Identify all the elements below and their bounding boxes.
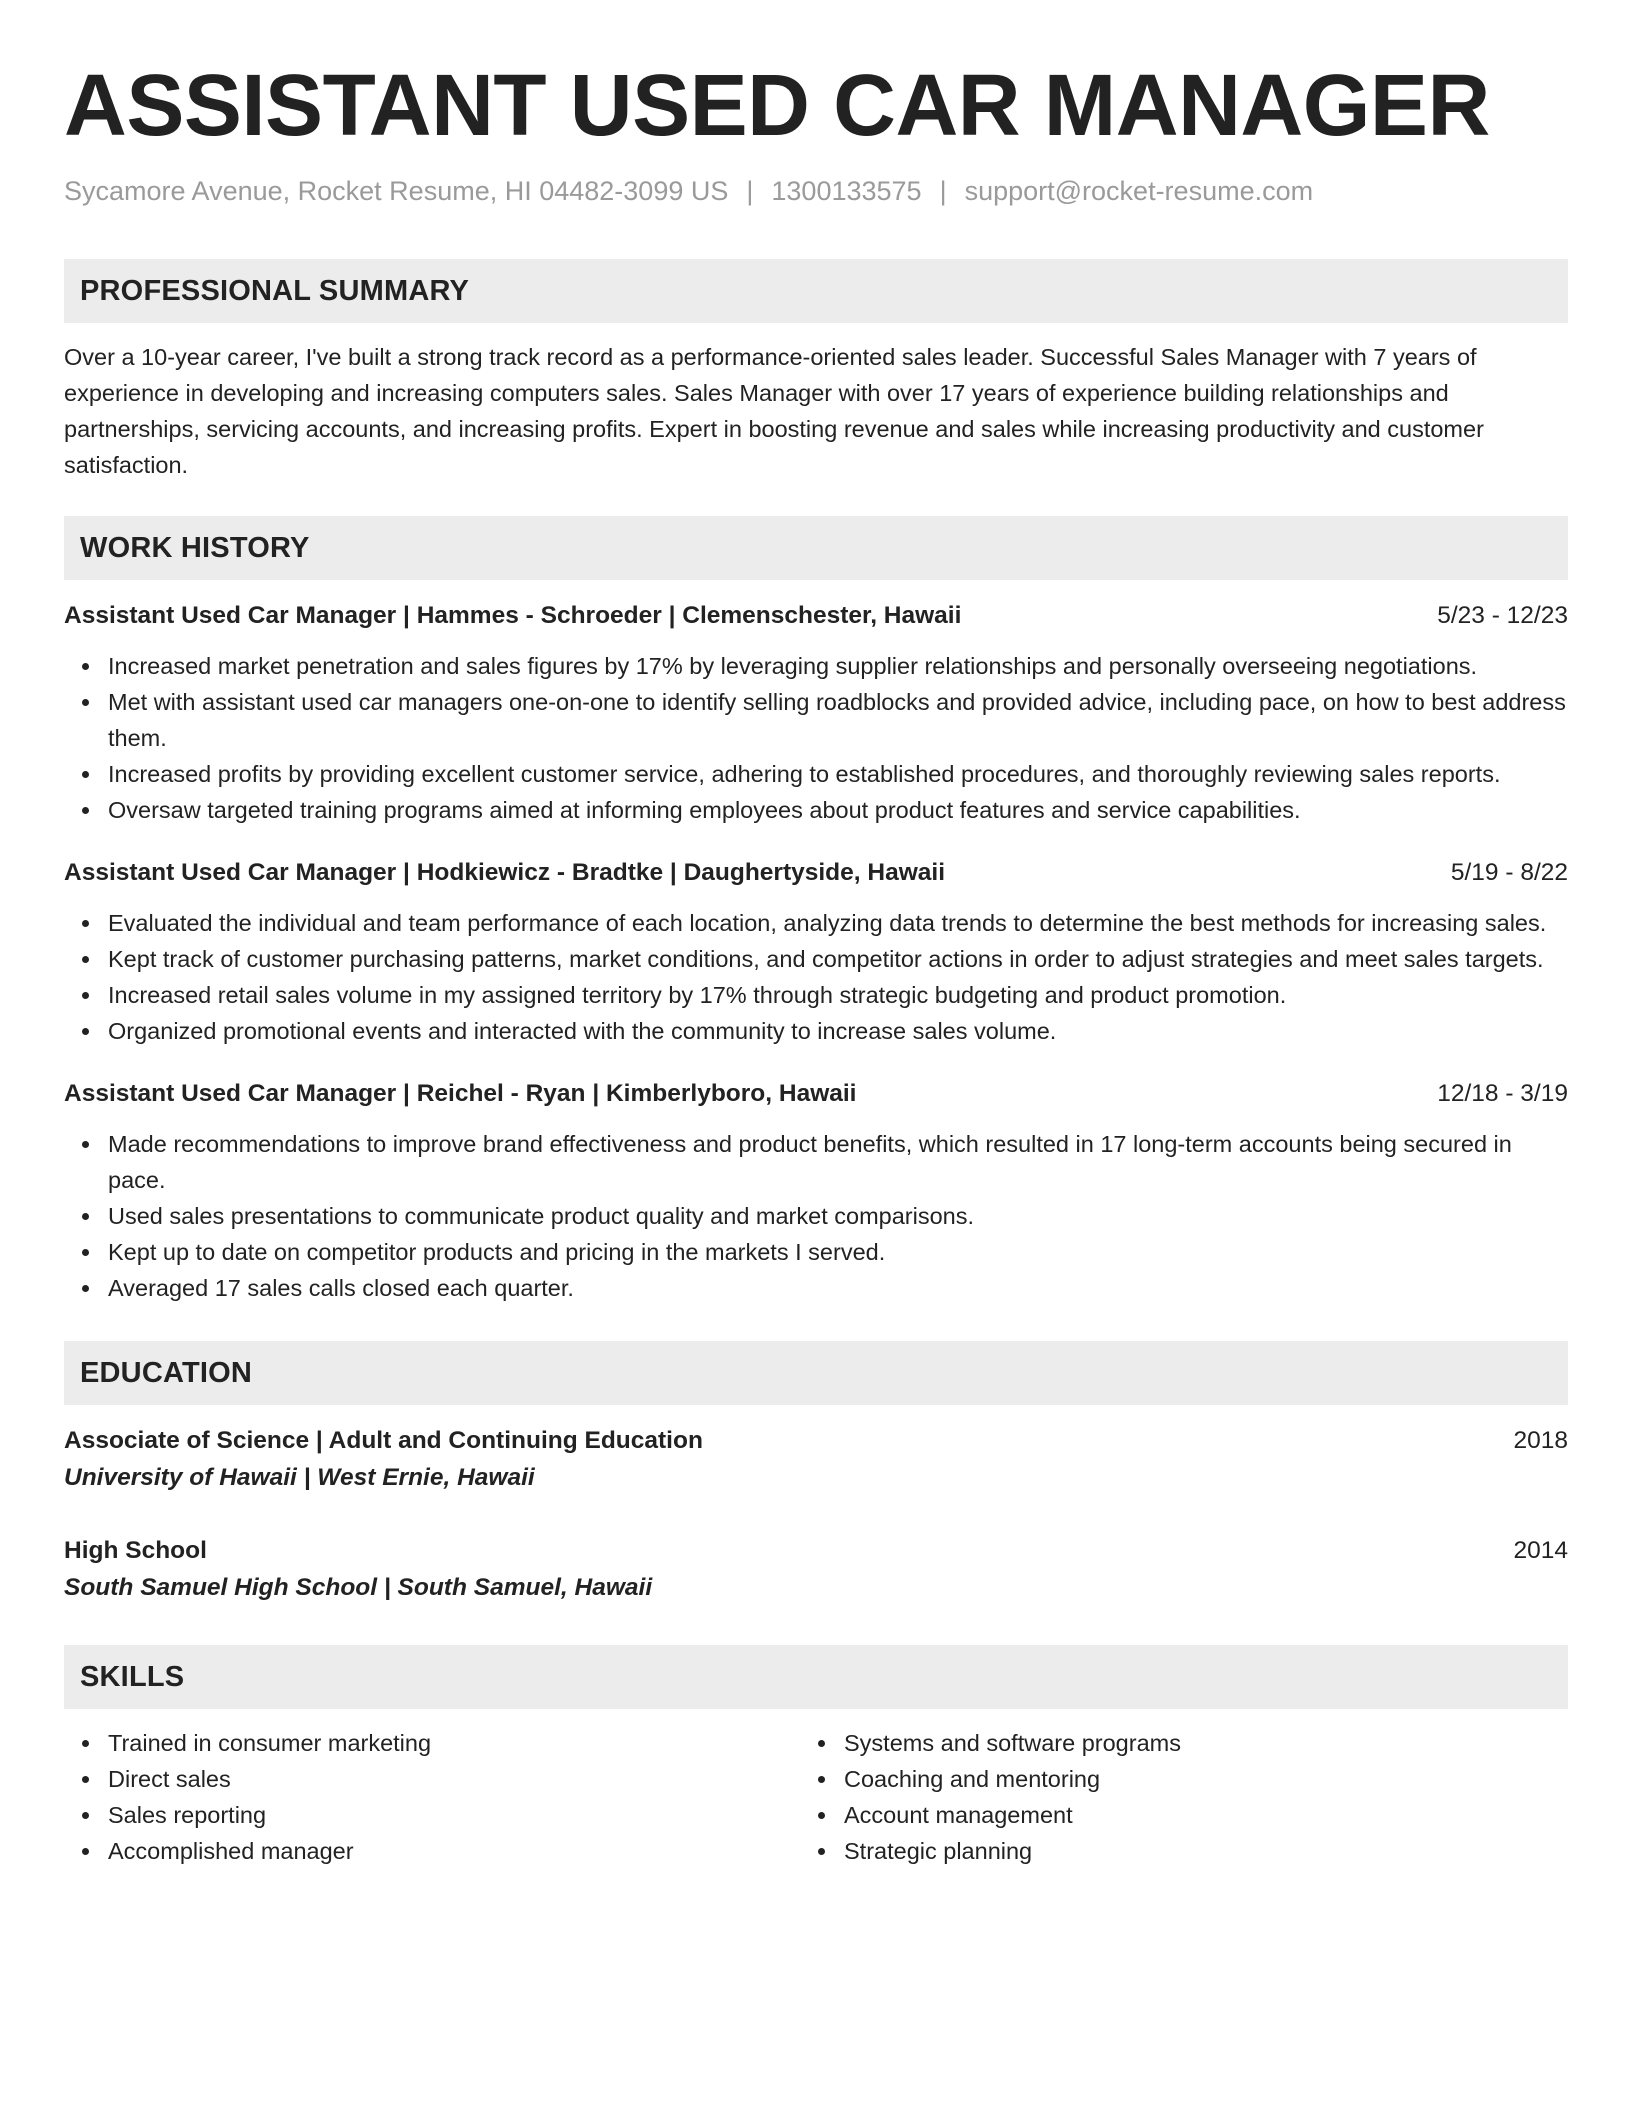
education-school: South Samuel High School | South Samuel, Hawaii xyxy=(64,1574,653,1601)
job-title: Assistant Used Car Manager | Hammes - Schroeder | Clemenschester, Hawaii xyxy=(64,602,962,629)
job-bullets xyxy=(64,1126,1568,1306)
skill-item: Coaching and mentoring xyxy=(844,1761,1568,1797)
job-bullet: Used sales presentations to communicate product quality and market comparisons. xyxy=(108,1198,1568,1234)
education-header xyxy=(64,1533,1568,1569)
job-dates: 5/19 - 8/22 xyxy=(1450,859,1568,886)
education-entry xyxy=(64,1533,1568,1607)
job-entry xyxy=(64,855,1568,1049)
job-bullets xyxy=(64,905,1568,1049)
skills-list xyxy=(64,1725,800,1869)
job-header xyxy=(64,1076,1568,1112)
skill-item: Sales reporting xyxy=(108,1797,800,1833)
job-dates: 5/23 - 12/23 xyxy=(1437,602,1568,629)
skill-item: Systems and software programs xyxy=(844,1725,1568,1761)
section-heading-summary: PROFESSIONAL SUMMARY xyxy=(64,259,1568,323)
skills-columns xyxy=(64,1725,1568,1869)
contact-line xyxy=(64,174,1568,208)
job-title: Assistant Used Car Manager | Hodkiewicz - Bradtke | Daughertyside, Hawaii xyxy=(64,859,945,886)
resume-name: ASSISTANT USED CAR MANAGER xyxy=(64,57,1490,154)
skill-item: Strategic planning xyxy=(844,1833,1568,1869)
skill-item: Account management xyxy=(844,1797,1568,1833)
section-heading-work: WORK HISTORY xyxy=(64,516,1568,580)
job-bullet: Organized promotional events and interacted with the community to increase sales volume. xyxy=(108,1013,1568,1049)
skills-list xyxy=(800,1725,1568,1869)
skill-item: Direct sales xyxy=(108,1761,800,1797)
education-school: University of Hawaii | West Ernie, Hawaii xyxy=(64,1464,535,1491)
job-bullet: Oversaw targeted training programs aimed at informing employees about product features and service capabilities. xyxy=(108,792,1568,828)
job-entry xyxy=(64,1076,1568,1306)
skill-item: Accomplished manager xyxy=(108,1833,800,1869)
contact-email[interactable]: support@rocket-resume.com xyxy=(964,176,1314,206)
skills-column-left xyxy=(64,1725,800,1869)
job-bullet: Kept track of customer purchasing patterns, market conditions, and competitor actions in order to adjust strategies and meet sales targets. xyxy=(108,941,1568,977)
education-degree: High School xyxy=(64,1537,207,1564)
job-bullet: Made recommendations to improve brand effectiveness and product benefits, which resulted in 17 long-term accounts being secured in pace. xyxy=(108,1126,1568,1198)
job-bullet: Met with assistant used car managers one-on-one to identify selling roadblocks and provided advice, including pace, on how to best address them. xyxy=(108,684,1568,756)
section-heading-skills: SKILLS xyxy=(64,1645,1568,1709)
education-year: 2014 xyxy=(1513,1537,1568,1564)
job-header xyxy=(64,598,1568,634)
job-bullet: Increased retail sales volume in my assigned territory by 17% through strategic budgeting and product promotion. xyxy=(108,977,1568,1013)
contact-phone: 1300133575 xyxy=(771,176,922,206)
job-bullet: Averaged 17 sales calls closed each quarter. xyxy=(108,1270,1568,1306)
summary-text: Over a 10-year career, I've built a strong track record as a performance-oriented sales leader. Successful Sales Manager with 7 years of experience in developing and increasing computers sales. Sales Manager with over 17 years of experience building relationships and partnerships, servicing accounts, and increasing profits. Expert in boosting revenue and sales while increasing productivity and customer satisfaction. xyxy=(64,344,1484,478)
skill-item: Trained in consumer marketing xyxy=(108,1725,800,1761)
education-year: 2018 xyxy=(1513,1427,1568,1454)
job-bullet: Increased profits by providing excellent customer service, adhering to established procedures, and thoroughly reviewing sales reports. xyxy=(108,756,1568,792)
contact-separator: | xyxy=(746,176,754,206)
job-bullet: Kept up to date on competitor products and pricing in the markets I served. xyxy=(108,1234,1568,1270)
education-degree: Associate of Science | Adult and Continuing Education xyxy=(64,1427,703,1454)
education-entry xyxy=(64,1423,1568,1497)
job-bullet: Increased market penetration and sales figures by 17% by leveraging supplier relationships and personally overseeing negotiations. xyxy=(108,648,1568,684)
job-dates: 12/18 - 3/19 xyxy=(1437,1080,1568,1107)
job-entry xyxy=(64,598,1568,828)
skills-column-right xyxy=(800,1725,1568,1869)
contact-separator: | xyxy=(939,176,947,206)
section-heading-education: EDUCATION xyxy=(64,1341,1568,1405)
job-header xyxy=(64,855,1568,891)
education-header xyxy=(64,1423,1568,1459)
contact-address: Sycamore Avenue, Rocket Resume, HI 04482-3099 US xyxy=(64,176,729,206)
job-bullets xyxy=(64,648,1568,828)
job-bullet: Evaluated the individual and team performance of each location, analyzing data trends to determine the best methods for increasing sales. xyxy=(108,905,1568,941)
job-title: Assistant Used Car Manager | Reichel - Ryan | Kimberlyboro, Hawaii xyxy=(64,1080,857,1107)
